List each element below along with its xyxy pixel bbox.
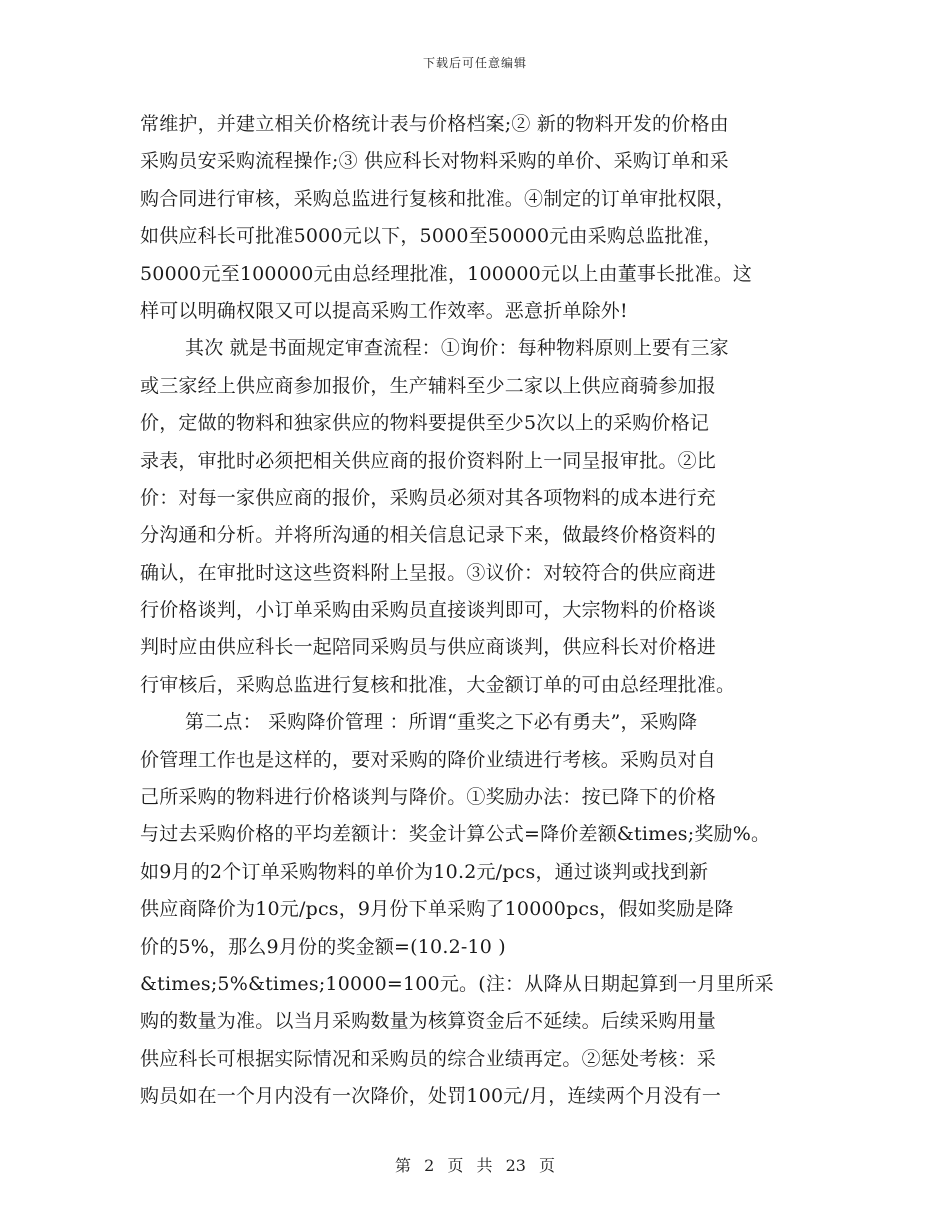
text-line: 价：对每一家供应商的报价，采购员必须对其各项物料的成本进行充 [140, 486, 717, 509]
text-line: &times;5%&times;10000=100元。(注：从降从日期起算到一月里所采 [140, 972, 774, 995]
page-header: 下载后可任意编辑 [422, 56, 527, 70]
footer-di: 第 [394, 1156, 411, 1175]
text-line: 分沟通和分析。并将所沟通的相关信息记录下来，做最终价格资料的 [140, 524, 717, 547]
current-page-number: 2 [424, 1156, 435, 1175]
text-line: 采购员安采购流程操作;③ 供应科长对物料采购的单价、采购订单和采 [140, 150, 729, 173]
text-line: 供应商降价为10元/pcs，9月份下单采购了10000pcs，假如奖励是降 [140, 898, 734, 921]
text-line: 如9月的2个订单采购物料的单价为10.2元/pcs，通过谈判或找到新 [140, 860, 709, 883]
text-line: 价的5%，那么9月份的奖金额=(10.2-10 ) [140, 935, 506, 958]
text-line: 价，定做的物料和独家供应的物料要提供至少5次以上的采购价格记 [140, 412, 710, 435]
text-line: 录表，审批时必须把相关供应商的报价资料附上一同呈报审批。②比 [140, 449, 717, 472]
text-line: 与过去采购价格的平均差额计：奖金计算公式=降价差额&times;奖励%。 [140, 823, 771, 846]
total-page-count: 23 [505, 1156, 526, 1175]
text-line: 判时应由供应科长一起陪同采购员与供应商谈判，供应科长对价格进 [140, 636, 717, 659]
document-body [140, 106, 815, 1116]
text-line: 行审核后，采购总监进行复核和批准，大金额订单的可由总经理批准。 [140, 673, 736, 696]
text-line: 如供应科长可批准5000元以下，5000至50000元由采购总监批准， [140, 225, 723, 248]
text-line: 确认，在审批时这这些资料附上呈报。③议价：对较符合的供应商进 [140, 561, 717, 584]
text-line: 50000元至100000元由总经理批准，100000元以上由董事长批准。这 [140, 262, 753, 285]
footer-ye: 页 [447, 1156, 464, 1175]
text-line: 或三家经上供应商参加报价，生产辅料至少二家以上供应商骑参加报 [140, 374, 717, 397]
text-line: 价管理工作也是这样的，要对采购的降价业绩进行考核。采购员对自 [140, 748, 717, 771]
footer-ye-2: 页 [539, 1156, 556, 1175]
paragraph-start-line: 其次 就是书面规定审查流程：①询价：每种物料原则上要有三家 [185, 337, 729, 360]
text-line: 样可以明确权限又可以提高采购工作效率。恶意折单除外! [140, 299, 628, 322]
paragraph-start-line: 第二点： 采购降价管理 ：所谓“重奖之下必有勇夫”，采购降 [185, 711, 698, 734]
footer-gong: 共 [476, 1156, 493, 1175]
text-line: 常维护，并建立相关价格统计表与价格档案;② 新的物料开发的价格由 [140, 113, 729, 135]
text-line: 购员如在一个月内没有一次降价，处罚100元/月，连续两个月没有一 [140, 1085, 722, 1108]
text-line: 购合同进行审核，采购总监进行复核和批准。④制定的订单审批权限， [140, 187, 736, 210]
text-line: 购的数量为准。以当月采购数量为核算资金后不延续。后续采购用量 [140, 1010, 717, 1033]
text-line: 行价格谈判，小订单采购由采购员直接谈判即可，大宗物料的价格谈 [140, 599, 717, 622]
text-line: 供应科长可根据实际情况和采购员的综合业绩再定。②惩处考核：采 [140, 1047, 717, 1070]
text-line: 己所采购的物料进行价格谈判与降价。①奖励办法：按已降下的价格 [140, 786, 717, 809]
page-footer [0, 1153, 950, 1176]
